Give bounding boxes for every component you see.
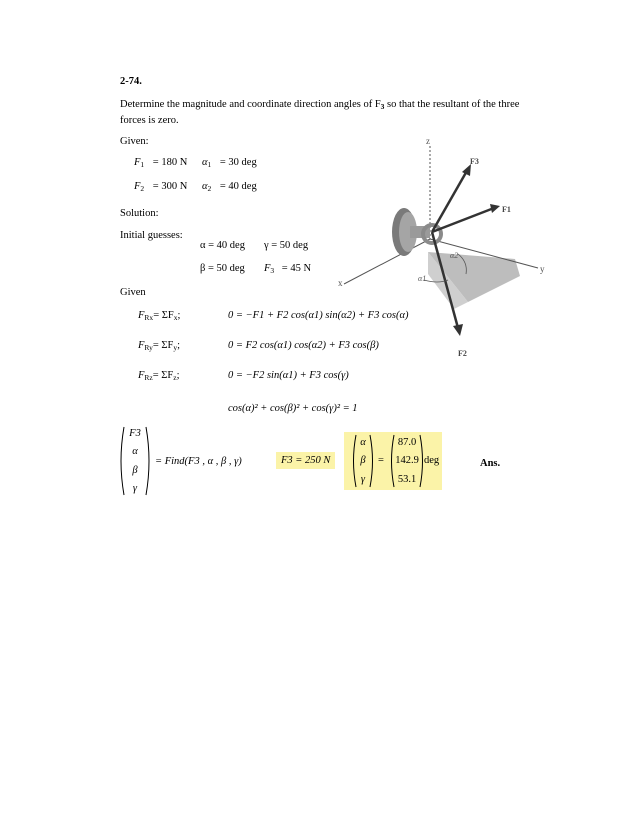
statement-sub: 3	[380, 102, 385, 111]
alpha2-value: = 40 deg	[219, 181, 257, 192]
F2-value: = 300 N	[152, 181, 188, 192]
alpha1-sub: 1	[207, 160, 212, 169]
eq-y-lhs	[138, 340, 180, 352]
initial-guesses-label: Initial guesses:	[120, 230, 183, 241]
F2-symbol: F	[134, 181, 141, 192]
problem-number: 2-74.	[120, 76, 142, 87]
F2-arrow-head	[453, 324, 463, 336]
eq-z-colon: ;	[176, 370, 180, 381]
angle-value-alpha: 87.0	[397, 436, 417, 448]
eq-x-colon: ;	[177, 310, 181, 321]
guess-gamma: γ = 50 deg	[264, 240, 309, 251]
find-vector-F3: F3	[129, 427, 141, 439]
eq-z-sub: Rz	[144, 373, 153, 382]
F1-arrow-line	[432, 208, 494, 232]
guess-alpha: α = 40 deg	[200, 240, 245, 251]
angle-value-gamma: 53.1	[397, 474, 417, 486]
x-axis-label: x	[338, 278, 343, 288]
angle-label-gamma: γ	[360, 474, 366, 486]
given-alpha2	[202, 181, 257, 193]
F1-label: F1	[502, 205, 511, 214]
given2-label: Given	[120, 287, 146, 298]
eq-unit-vector: cos(α)² + cos(β)² + cos(γ)² = 1	[228, 403, 358, 414]
angles-label-right-paren	[369, 433, 377, 489]
F3-arrow-line	[432, 169, 468, 232]
F3-label: F3	[470, 157, 479, 166]
guess-F3-symbol: F	[264, 263, 271, 274]
result-F3: F3 = 250 N	[276, 452, 335, 469]
statement-text-end: so that the resultant of the three	[384, 99, 520, 110]
find-vector-column	[124, 424, 146, 498]
answer-label: Ans.	[480, 458, 501, 469]
given-F2	[134, 181, 187, 193]
angle-value-beta: 142.9	[395, 455, 419, 467]
eq-y-F: F	[138, 340, 145, 351]
statement-text: Determine the magnitude and coordinate direction angles of F	[120, 99, 381, 110]
given-F1	[134, 157, 187, 169]
angles-equals: =	[378, 455, 384, 466]
guess-F3	[264, 263, 311, 275]
F1-arrow-head	[490, 204, 500, 213]
find-expression: = Find(F3 , α , β , γ)	[155, 456, 242, 467]
find-vector-beta: β	[132, 464, 138, 476]
eq-x-sub: Rx	[144, 313, 154, 322]
problem-statement-line1	[120, 99, 519, 111]
alpha1-value: = 30 deg	[219, 157, 257, 168]
eq-x-lhs	[138, 310, 180, 322]
angle-label-alpha: α	[360, 436, 366, 448]
eq-z-rhs: 0 = −F2 sin(α1) + F3 cos(γ)	[228, 370, 349, 381]
alpha1-label: α1	[418, 274, 427, 283]
eq-x-F: F	[138, 310, 145, 321]
eq-y-rhs: 0 = F2 cos(α1) cos(α2) + F3 cos(β)	[228, 340, 379, 351]
F1-value: = 180 N	[152, 157, 188, 168]
eq-x-rhs: 0 = −F1 + F2 cos(α1) sin(α2) + F3 cos(α)	[228, 310, 409, 321]
eq-y-sub: Ry	[144, 343, 153, 352]
eq-y-sub2: y	[173, 343, 178, 352]
eq-y-rest: = ΣF	[152, 340, 174, 351]
eq-z-F: F	[138, 370, 145, 381]
alpha2-label: α2	[450, 251, 459, 260]
F1-sub: 1	[140, 160, 145, 169]
F2-sub: 2	[140, 184, 145, 193]
find-vector-alpha: α	[132, 446, 138, 458]
force-diagram	[330, 134, 560, 370]
find-right-paren	[144, 425, 154, 497]
angle-label-beta: β	[360, 455, 366, 467]
F2-label: F2	[458, 349, 467, 358]
eq-z-lhs	[138, 370, 180, 382]
angles-unit: deg	[424, 455, 440, 466]
guess-F3-sub: 3	[270, 266, 275, 275]
eq-z-rest: = ΣF	[152, 370, 174, 381]
eq-x-sub2: x	[173, 313, 178, 322]
angles-values-column	[393, 433, 421, 489]
alpha2-symbol: α	[202, 181, 208, 192]
eq-x-rest: = ΣF	[153, 310, 174, 321]
z-axis-label: z	[426, 136, 430, 146]
eq-y-colon: ;	[177, 340, 181, 351]
guess-F3-value: = 45 N	[281, 263, 312, 274]
problem-statement-line2: forces is zero.	[120, 115, 179, 126]
alpha1-symbol: α	[202, 157, 208, 168]
eq-z-sub2: z	[173, 373, 177, 382]
given-label: Given:	[120, 136, 149, 147]
guess-beta: β = 50 deg	[200, 263, 245, 274]
y-axis-label: y	[540, 264, 545, 274]
find-vector-gamma: γ	[132, 483, 138, 495]
solution-label: Solution:	[120, 208, 159, 219]
alpha2-sub: 2	[207, 184, 212, 193]
given-alpha1	[202, 157, 257, 169]
F1-symbol: F	[134, 157, 141, 168]
